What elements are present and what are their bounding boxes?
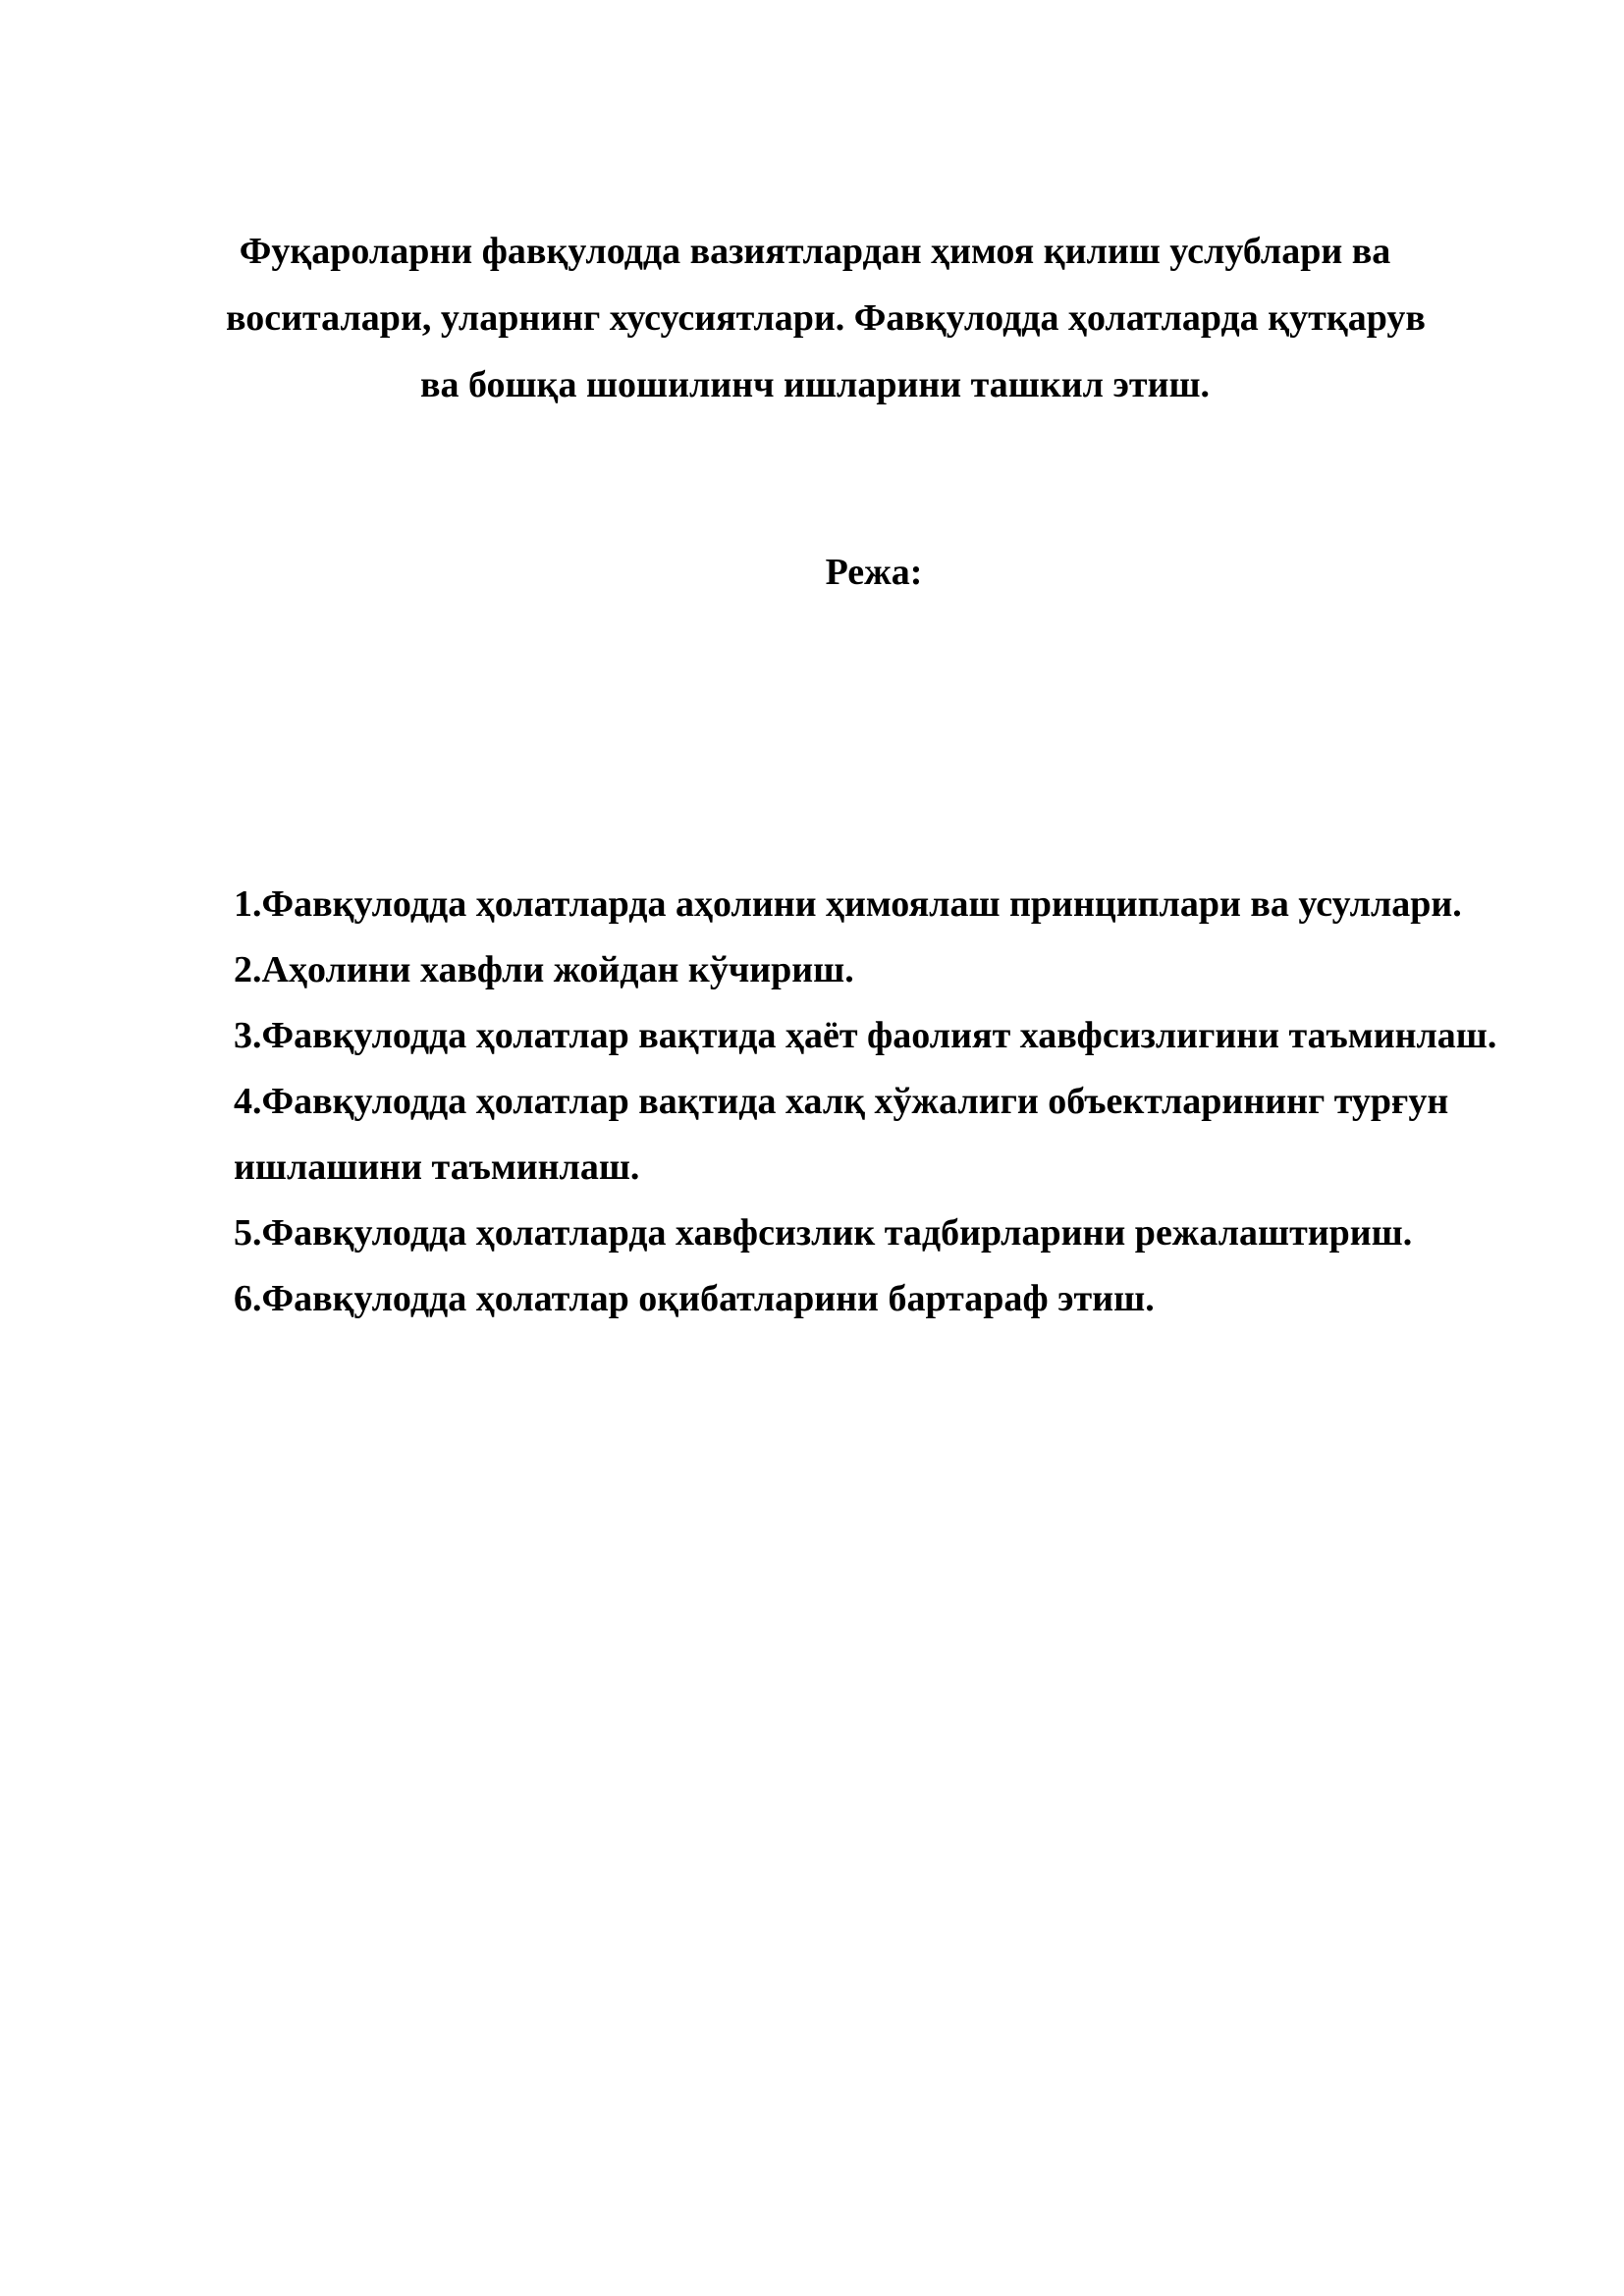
plan-list: [234, 872, 1549, 1332]
plan-item: 4.Фавқулодда ҳолатлар вақтида халқ хўжалиги объектларининг турғун ишлашини таъминлаш.: [234, 1081, 1449, 1188]
plan-heading: Режа:: [825, 552, 923, 593]
plan-item: 6.Фавқулодда ҳолатлар оқибатларини бартараф этиш.: [234, 1278, 1155, 1319]
plan-item: 5.Фавқулодда ҳолатларда хавфсизлик тадбирларини режалаштириш.: [234, 1212, 1413, 1254]
plan-item: 2.Аҳолини хавфли жойдан кўчириш.: [234, 949, 854, 990]
plan-item: 3.Фавқулодда ҳолатлар вақтида ҳаёт фаолият хавфсизлигини таъминлаш.: [234, 1015, 1497, 1056]
title-line: ва бошқа шошилинч ишларини ташкил этиш.: [419, 364, 1211, 405]
title-line: Фуқароларни фавқулодда вазиятлардан ҳимоя қилиш услублари ва: [239, 231, 1391, 272]
title-line: воситалари, уларнинг хусусиятлари. Фавқулодда ҳолатларда қутқарув: [226, 297, 1426, 339]
plan-item: 1.Фавқулодда ҳолатларда аҳолини ҳимоялаш принциплари ва усуллари.: [234, 883, 1462, 925]
document-title: [226, 218, 1426, 418]
